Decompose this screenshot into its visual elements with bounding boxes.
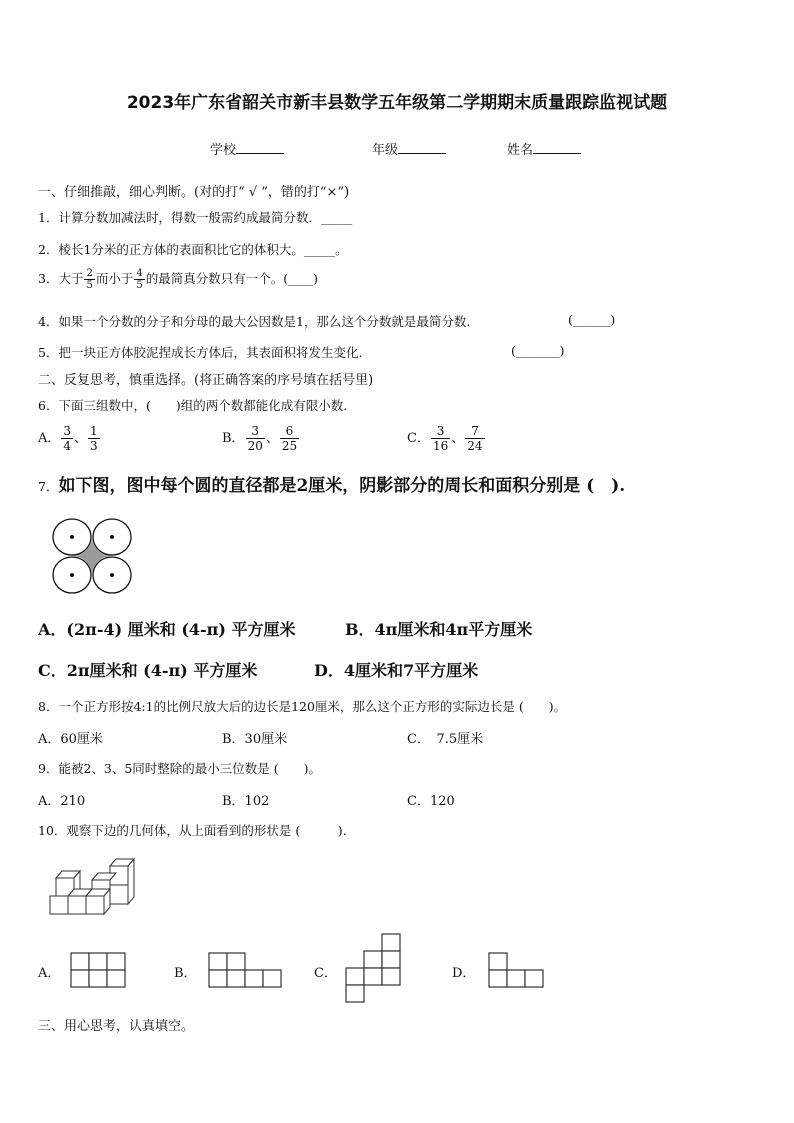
question-10-option-d[interactable]: D． (452, 966, 476, 981)
question-9: 9．能被2、3、5同时整除的最小三位数是 ( )。 (38, 761, 322, 776)
question-10: 10．观察下边的几何体，从上面看到的形状是 ( ). (38, 823, 347, 838)
fraction-4-5: $\frac{4}{5}$ (136, 268, 143, 291)
name-blank[interactable] (533, 141, 581, 154)
center-dot (70, 535, 74, 539)
school-field[interactable] (210, 139, 284, 158)
question-7-option-d[interactable]: D．4厘米和7平方厘米 (314, 661, 479, 680)
question-9-option-b[interactable]: B．102 (222, 794, 270, 809)
question-7-text: 如下图，图中每个圆的直径都是2厘米，阴影部分的周长和面积分别是 ( ). (58, 476, 626, 496)
question-7-option-c[interactable]: C．2π厘米和 (4-π) 平方厘米 (38, 661, 258, 680)
question-8-option-c[interactable]: C． 7.5厘米 (407, 732, 484, 747)
question-1: 1．计算分数加减法时，得数一般需约成最简分数．_____ (38, 210, 353, 225)
question-3-post: 的最简真分数只有一个。(____) (145, 271, 318, 286)
question-9-option-c[interactable]: C．120 (407, 794, 455, 809)
school-label: 学校 (210, 143, 237, 158)
grade-label: 年级 (372, 143, 399, 158)
question-4-blank[interactable]: (______) (568, 312, 616, 327)
question-8: 8．一个正方形按4:1的比例尺放大后的边长是120厘米，那么这个正方形的实际边长是 ( )。 (38, 699, 567, 714)
section-1-heading: 一、仔细推敲，细心判断。(对的打“ √ ”，错的打“×”) (38, 185, 350, 200)
question-6: 6．下面三组数中，( )组的两个数都能化成有限小数. (38, 398, 348, 413)
question-3-pre: 3．大于 (38, 271, 84, 286)
question-6-option-b[interactable]: B． $\frac{3}{20}$ 、 $\frac{6}{25}$ (222, 424, 298, 453)
four-circles-figure (52, 518, 134, 594)
question-4: 4．如果一个分数的分子和分母的最大公因数是1，那么这个分数就是最简分数. (38, 314, 471, 329)
question-7-number: 7． (38, 479, 59, 494)
question-2: 2．棱长1分米的正方体的表面积比它的体积大。_____。 (38, 242, 348, 257)
option-d-shape[interactable] (488, 952, 544, 988)
section-2-heading: 二、反复思考，慎重选择。(将正确答案的序号填在括号里) (38, 373, 374, 388)
name-field[interactable] (507, 139, 581, 158)
grade-blank[interactable] (398, 141, 446, 154)
option-b-shape[interactable] (208, 952, 282, 988)
isometric-cubes-figure (46, 856, 136, 921)
section-3-heading: 三、用心思考，认真填空。 (38, 1019, 195, 1034)
question-10-option-b[interactable]: B． (174, 966, 197, 981)
page-title: 2023年广东省韶关市新丰县数学五年级第二学期期末质量跟踪监视试题 (126, 93, 668, 113)
school-blank[interactable] (236, 141, 284, 154)
center-dot (110, 535, 114, 539)
question-7-option-b[interactable]: B．4π厘米和4π平方厘米 (345, 620, 533, 639)
question-7 (38, 471, 625, 496)
fraction-2-5: $\frac{2}{5}$ (86, 268, 93, 291)
question-5: 5．把一块正方体胶泥捏成长方体后，其表面积将发生变化. (38, 345, 363, 360)
shaded-region (72, 538, 112, 575)
question-8-option-b[interactable]: B．30厘米 (222, 732, 288, 747)
question-9-option-a[interactable]: A．210 (38, 794, 86, 809)
question-8-option-a[interactable]: A．60厘米 (38, 732, 103, 747)
question-3-mid: 而小于 (95, 271, 134, 286)
question-6-option-a[interactable]: A． $\frac{3}{4}$ 、 $\frac{1}{3}$ (38, 424, 98, 453)
name-label: 姓名 (507, 143, 534, 158)
question-7-option-a[interactable]: A．(2π-4) 厘米和 (4-π) 平方厘米 (38, 620, 296, 639)
question-3 (38, 268, 318, 291)
question-5-blank[interactable]: (_______) (511, 343, 565, 358)
question-10-option-c[interactable]: C． (314, 966, 337, 981)
option-c-shape[interactable] (345, 933, 401, 1003)
question-10-option-a[interactable]: A． (38, 966, 61, 981)
question-6-option-c[interactable]: C． $\frac{3}{16}$ 、 $\frac{7}{24}$ (407, 424, 483, 453)
center-dot (110, 573, 114, 577)
grade-field[interactable] (372, 139, 446, 158)
option-a-shape[interactable] (70, 952, 126, 988)
center-dot (70, 573, 74, 577)
